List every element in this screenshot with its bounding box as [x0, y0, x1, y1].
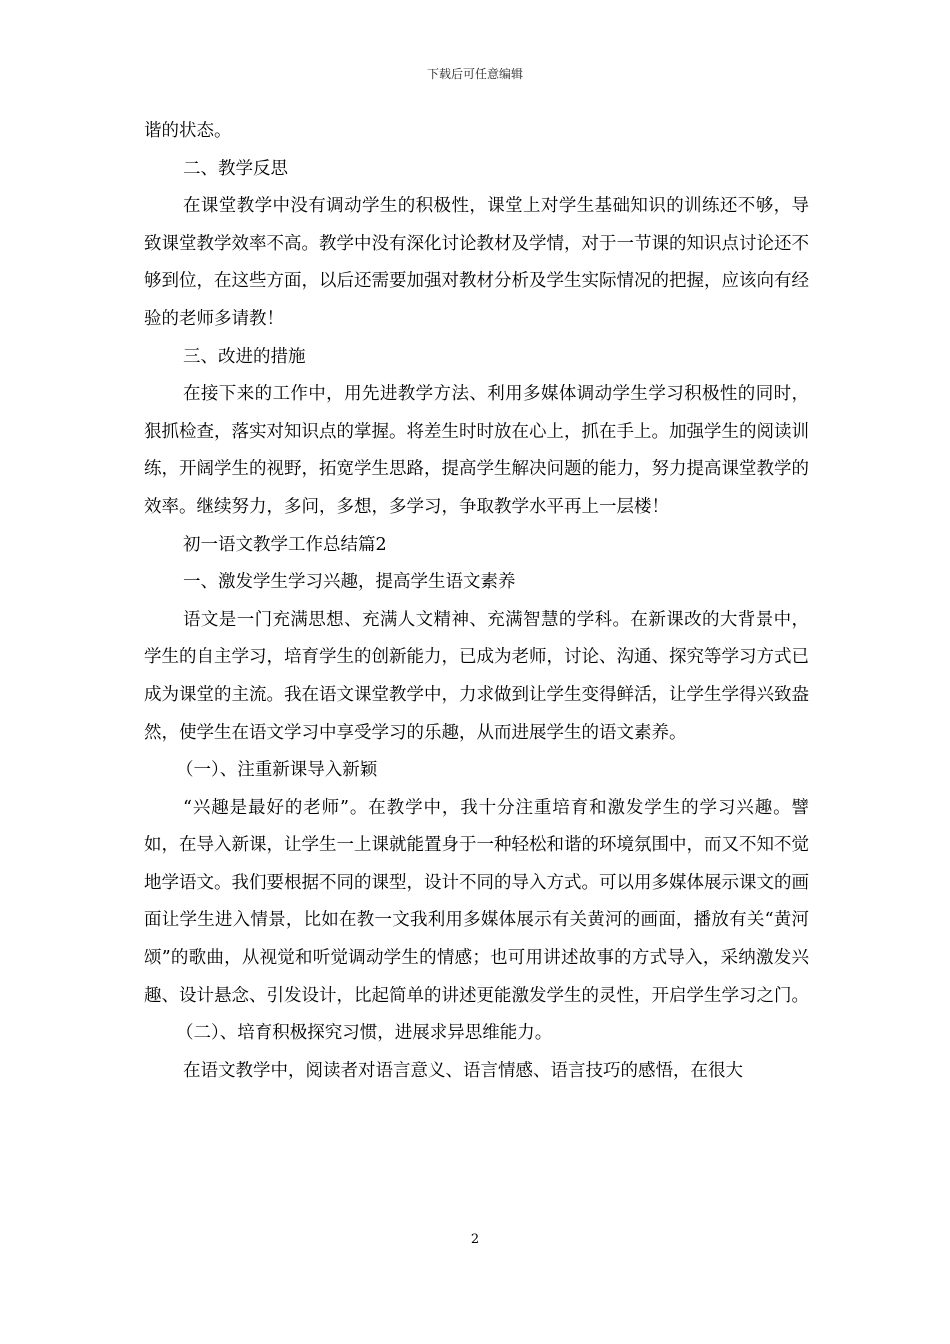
document-body — [144, 113, 809, 1090]
page-header: 下载后可任意编辑 — [426, 67, 523, 81]
subsection-heading-2: （二）、培育积极探究习惯，进展求异思维能力。 — [176, 1023, 553, 1044]
paragraph-new-lesson-intro: “兴趣是最好的老师”。在教学中，我十分注重培育和激发学生的学习兴趣。譬如，在导入新课，让学生一上课就能置身于一种轻松和谐的环境氛围中，而又不知不觉地学语文。我们要根据不同的课型，设计不同的导入方式。可以用多媒体展示课文的画面让学生进入情景，比如在教一文我利用多媒体展示有关黄河的画面，播放有关“黄河颂”的歌曲，从视觉和听觉调动学生的情感；也可用讲述故事的方式导入，采纳激发兴趣、设计悬念、引发设计，比起简单的讲述更能激发学生的灵性，开启学生学习之门。 — [144, 797, 809, 1006]
section-heading-measures: 三、改进的措施 — [183, 346, 306, 367]
paragraph-reading: 在语文教学中，阅读者对语言意义、语言情感、语言技巧的感悟，在很大 — [183, 1060, 743, 1081]
subsection-heading-1: （一）、注重新课导入新颖 — [176, 760, 378, 781]
article-title-2: 初一语文教学工作总结篇2 — [183, 534, 387, 555]
paragraph-continuation: 谐的状态。 — [144, 121, 232, 141]
paragraph-interest: 语文是一门充满思想、充满人文精神、充满智慧的学科。在新课改的大背景中，学生的自主学习，培育学生的创新能力，已成为老师，讨论、沟通、探究等学习方式已成为课堂的主流。我在语文课堂教学中，力求做到让学生变得鲜活，让学生学得兴致盎然，使学生在语文学习中享受学习的乐趣，从而进展学生的语文素养。 — [144, 609, 809, 743]
paragraph-reflection: 在课堂教学中没有调动学生的积极性，课堂上对学生基础知识的训练还不够，导致课堂教学效率不高。教学中没有深化讨论教材及学情，对于一节课的知识点讨论还不够到位，在这些方面，以后还需要加强对教材分析及学生实际情况的把握，应该向有经验的老师多请教！ — [144, 196, 809, 329]
page-number: 2 — [470, 1232, 480, 1247]
section-heading-reflection: 二、教学反思 — [183, 158, 288, 179]
paragraph-measures: 在接下来的工作中，用先进教学方法、利用多媒体调动学生学习积极性的同时，狠抓检查，落实对知识点的掌握。将差生时时放在心上，抓在手上。加强学生的阅读训练，开阔学生的视野，拓宽学生思路，提高学生解决问题的能力，努力提高课堂教学的效率。继续努力，多问，多想，多学习，争取教学水平再上一层楼！ — [144, 384, 809, 517]
section-heading-interest: 一、激发学生学习兴趣，提高学生语文素养 — [183, 572, 516, 593]
